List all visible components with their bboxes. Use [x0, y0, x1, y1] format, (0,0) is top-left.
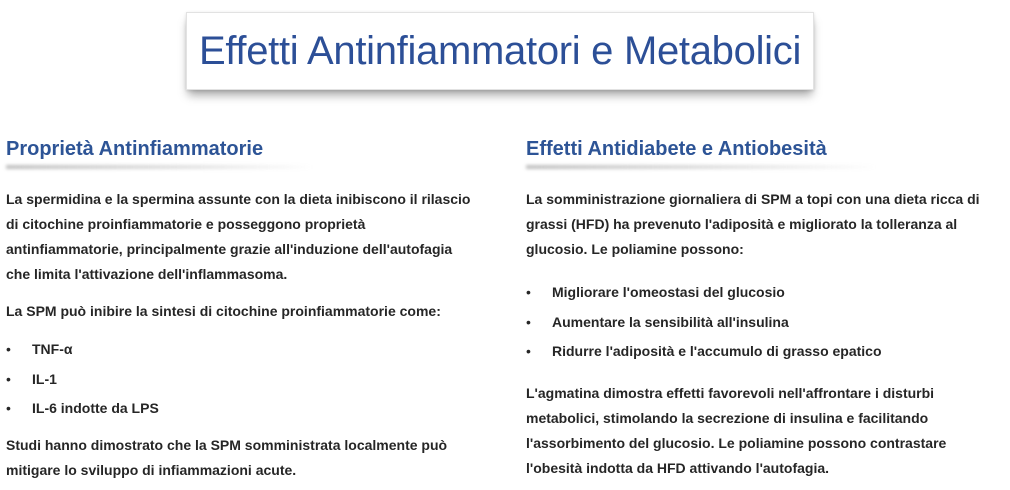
left-intro-paragraph: La spermidina e la spermina assunte con la dieta inibiscono il rilascio di citochine proinfiammatorie e posseggono proprietà antinfiammatorie, principalmente grazie all'induzione dell'autofagia che limita l'attivazione dell'inflammasoma. — [6, 191, 471, 282]
list-item: • Ridurre l'adiposità e l'accumulo di grasso epatico — [526, 337, 1004, 367]
section-heading-antidiabetes: Effetti Antidiabete e Antiobesità — [526, 138, 827, 167]
left-bullet-list — [6, 335, 476, 424]
right-closing-paragraph: L'agmatina dimostra effetti favorevoli nell'affrontare i disturbi metabolici, stimolando la secrezione di insulina e facilitando l'assorbimento del glucosio. Le poliamine possono contrastare l'obesità indotta da HFD attivando l'autofagia. — [526, 384, 947, 476]
bullet-icon: • — [526, 284, 531, 300]
list-item: • Migliorare l'omeostasi del glucosio — [526, 278, 1004, 308]
bullet-icon: • — [526, 343, 531, 359]
left-lead-paragraph: La SPM può inibire la sintesi di citochine proinfiammatorie come: — [6, 303, 441, 319]
right-column — [526, 138, 1004, 481]
right-intro-paragraph: La somministrazione giornaliera di SPM a topi con una dieta ricca di grassi (HFD) ha prevenuto l'adiposità e migliorato la tolleranza al glucosio. Le poliamine possono: — [526, 191, 980, 257]
bullet-icon: • — [6, 400, 11, 416]
title-card — [186, 12, 814, 90]
bullet-icon: • — [6, 370, 11, 387]
bullet-icon: • — [526, 313, 531, 330]
left-closing-paragraph: Studi hanno dimostrato che la SPM somministrata localmente può mitigare lo sviluppo di infiammazioni acute. — [6, 436, 448, 478]
section-heading-anti-inflammatory: Proprietà Antinfiammatorie — [6, 138, 263, 167]
list-item: • TNF-α — [6, 335, 476, 365]
right-bullet-list — [526, 278, 1004, 367]
page-title: Effetti Antinfiammatori e Metabolici — [198, 28, 802, 73]
list-item: • IL-1 — [6, 365, 476, 395]
bullet-icon: • — [6, 341, 11, 357]
list-item: • Aumentare la sensibilità all'insulina — [526, 308, 1004, 338]
list-item: • IL-6 indotte da LPS — [6, 394, 476, 424]
left-column — [6, 138, 476, 483]
